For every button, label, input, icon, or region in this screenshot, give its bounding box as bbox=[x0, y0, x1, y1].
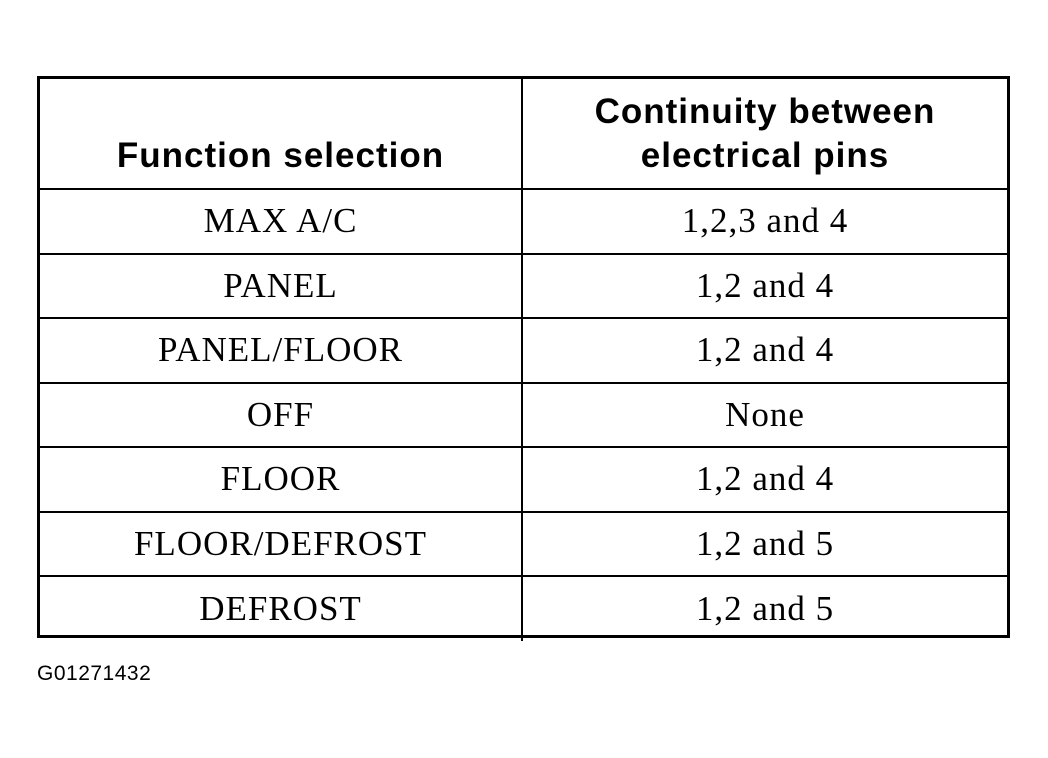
pins-cell: 1,2 and 4 bbox=[522, 318, 1007, 383]
table-row bbox=[40, 318, 1007, 383]
function-cell: FLOOR bbox=[40, 447, 522, 512]
function-cell: FLOOR/DEFROST bbox=[40, 512, 522, 577]
header-continuity bbox=[522, 79, 1007, 189]
pins-cell: 1,2 and 5 bbox=[522, 576, 1007, 641]
continuity-table-frame bbox=[37, 76, 1010, 638]
header-function-selection: Function selection bbox=[40, 79, 522, 189]
figure-id-label: G01271432 bbox=[37, 662, 152, 685]
header-continuity-line2: electrical pins bbox=[640, 135, 890, 175]
table-row bbox=[40, 512, 1007, 577]
pins-cell: None bbox=[522, 383, 1007, 448]
table-row bbox=[40, 189, 1007, 254]
table-header-row bbox=[40, 79, 1007, 189]
continuity-table bbox=[40, 79, 1007, 641]
table-row bbox=[40, 447, 1007, 512]
table-row bbox=[40, 383, 1007, 448]
function-cell: PANEL/FLOOR bbox=[40, 318, 522, 383]
table-row bbox=[40, 254, 1007, 319]
function-cell: OFF bbox=[40, 383, 522, 448]
function-cell: DEFROST bbox=[40, 576, 522, 641]
pins-cell: 1,2 and 5 bbox=[522, 512, 1007, 577]
pins-cell: 1,2,3 and 4 bbox=[522, 189, 1007, 254]
header-continuity-line1: Continuity between bbox=[594, 91, 936, 131]
pins-cell: 1,2 and 4 bbox=[522, 447, 1007, 512]
function-cell: MAX A/C bbox=[40, 189, 522, 254]
table-row bbox=[40, 576, 1007, 641]
pins-cell: 1,2 and 4 bbox=[522, 254, 1007, 319]
function-cell: PANEL bbox=[40, 254, 522, 319]
